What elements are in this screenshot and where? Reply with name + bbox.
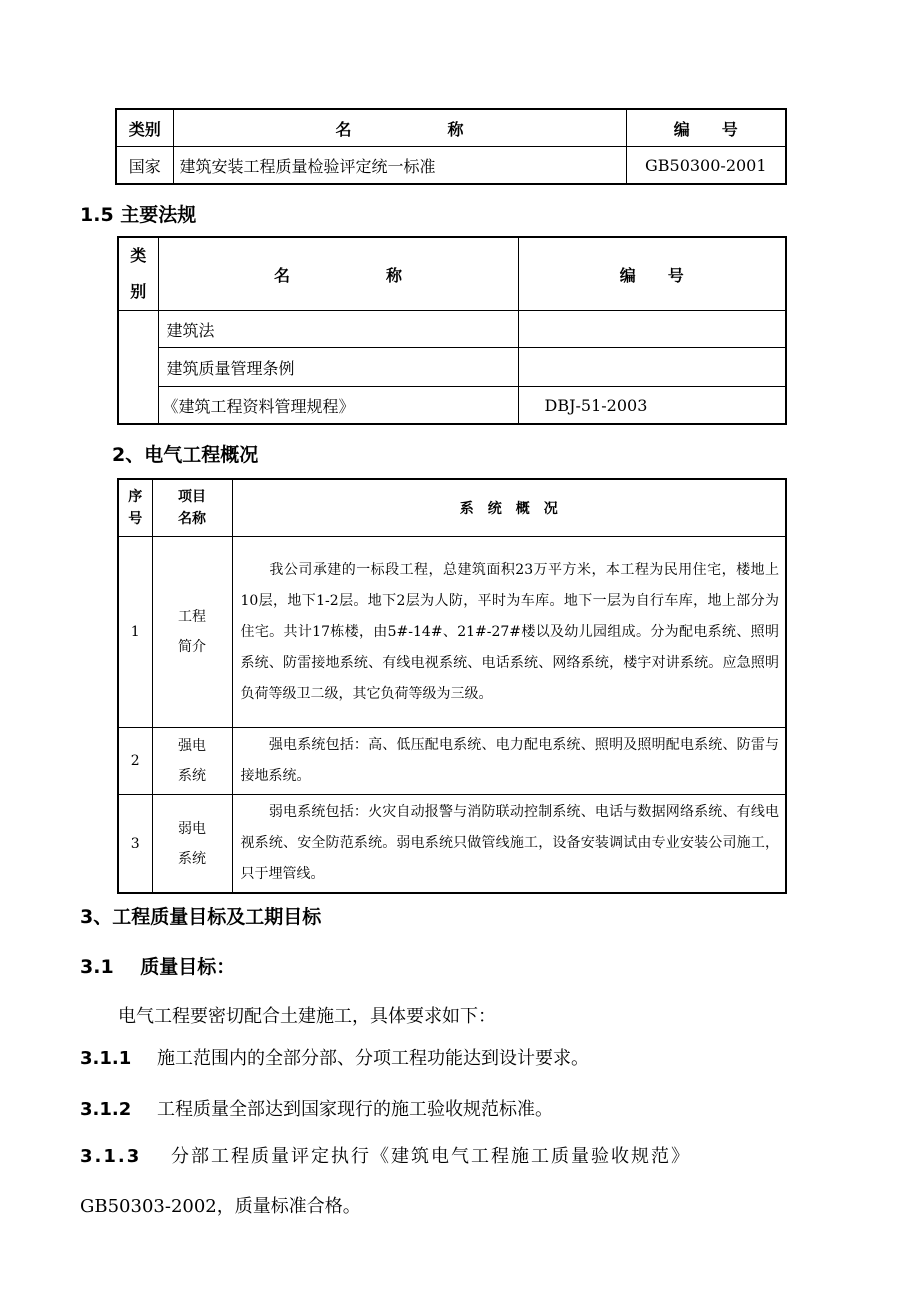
list-item [80,1095,553,1121]
table-header-row [118,479,786,537]
row-item [152,728,232,795]
table-row [118,795,786,894]
header-number-line1: 序 [128,489,143,505]
item-text: 分部工程质量评定执行《建筑电气工程施工质量验收规范》 [170,1146,691,1167]
item-number: 3.1.3 [80,1146,142,1167]
table-row [118,537,786,728]
row-item-line2: 简介 [178,639,206,655]
section-3-1-title: 质量目标： [140,956,236,978]
header-number [118,479,152,537]
table-row [116,147,786,185]
header-category: 类别 [116,109,173,147]
row-overview-text: 弱电系统包括：火灾自动报警与消防联动控制系统、电话与数据网络系统、有线电视系统、安全防范系统。弱电系统只做管线施工，设备安装调试由专业安装公司施工，只于埋管线。 [232,795,786,894]
category-cell [118,311,158,425]
standards-table [115,108,787,185]
row-overview-text: 我公司承建的一标段工程，总建筑面积23万平方米，本工程为民用住宅，楼地上10层，地下1-2层。地下2层为人防，平时为车库。地下一层为自行车库，地上部分为住宅。共计17栋楼，由5#-14#、21#-27#楼以及幼儿园组成。分为配电系统、照明系统、防雷接地系统、有线电视系统、电话系统、网络系统，楼宇对讲系统。应急照明负荷等级卫二级，其它负荷等级为三级。 [232,537,786,728]
header-category-line2: 别 [130,282,147,301]
row-item-line1: 强电 [178,738,206,754]
list-item [80,1142,830,1168]
table-row [118,311,786,348]
row-code [518,311,786,348]
row-item-line1: 弱电 [178,820,206,837]
row-item-line2: 系统 [178,850,206,867]
row-number: 3 [118,795,152,894]
header-category-line1: 类 [130,246,147,265]
row-name: 《建筑工程资料管理规程》 [158,387,518,425]
section-3-1-heading [80,952,235,979]
section-2-title: 2、电气工程概况 [112,444,259,466]
item-text: 工程质量全部达到国家现行的施工验收规范标准。 [156,1099,553,1120]
section-1-5-title: 1.5 主要法规 [80,204,197,226]
list-item [80,1044,589,1070]
header-item-line1: 项目 [178,489,206,505]
header-code: 编 号 [518,237,786,311]
item-number: 3.1.2 [80,1099,132,1120]
header-name: 名 称 [173,109,626,147]
row-name: 建筑法 [158,311,518,348]
header-overview: 系 统 概 况 [232,479,786,537]
row-number: 2 [118,728,152,795]
table-header-row [116,109,786,147]
item-continuation: GB50303-2002，质量标准合格。 [80,1196,361,1217]
header-item-line2: 名称 [178,511,206,527]
row-name: 建筑质量管理条例 [158,348,518,387]
intro-paragraph: 电气工程要密切配合土建施工，具体要求如下： [118,1006,496,1027]
row-code [518,348,786,387]
table-header-row [118,237,786,311]
row-item [152,795,232,894]
row-item-line1: 工程 [178,609,206,625]
row-item-line2: 系统 [178,768,206,784]
row-name: 建筑安装工程质量检验评定统一标准 [173,147,626,185]
regulations-table [117,236,787,425]
row-code: GB50300-2001 [626,147,786,185]
row-category: 国家 [116,147,173,185]
header-code: 编 号 [626,109,786,147]
header-item [152,479,232,537]
header-name: 名 称 [158,237,518,311]
overview-table [117,478,787,894]
item-number: 3.1.1 [80,1048,132,1069]
table-row [118,728,786,795]
header-number-line2: 号 [128,511,143,527]
section-3-title: 3、工程质量目标及工期目标 [80,906,322,928]
header-category [118,237,158,311]
table-row [118,387,786,425]
item-text: 施工范围内的全部分部、分项工程功能达到设计要求。 [156,1048,589,1069]
row-code: DBJ-51-2003 [518,387,786,425]
section-3-1-number: 3.1 [80,956,114,978]
row-item [152,537,232,728]
row-number: 1 [118,537,152,728]
row-overview-text: 强电系统包括：高、低压配电系统、电力配电系统、照明及照明配电系统、防雷与接地系统。 [232,728,786,795]
table-row [118,348,786,387]
